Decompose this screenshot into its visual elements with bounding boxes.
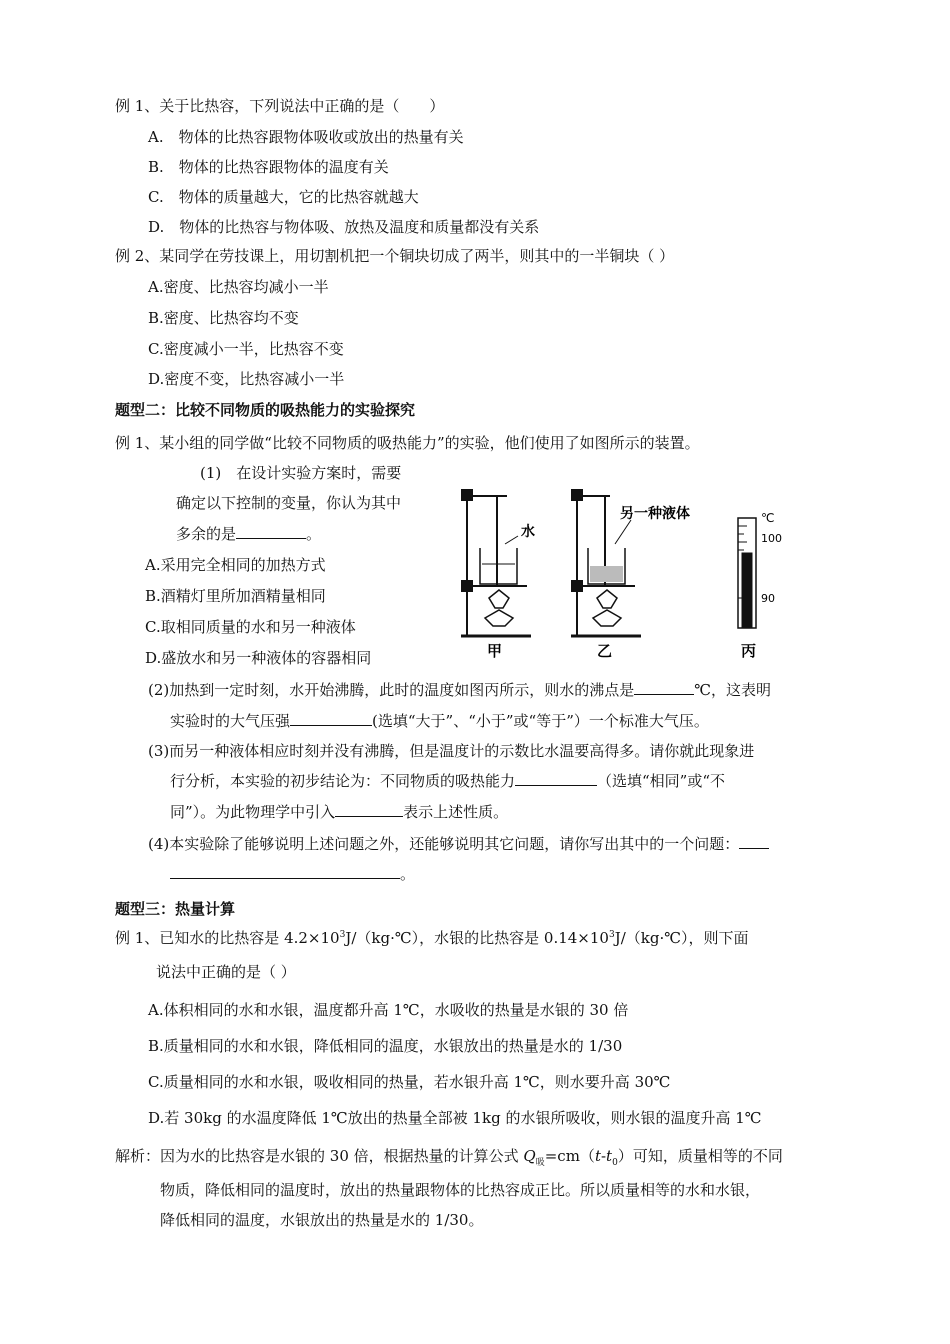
part-4-end: 。 xyxy=(400,865,416,883)
part-4-text: (4)本实验除了能够说明上述问题之外，还能够说明其它问题，请你写出其中的一个问题： xyxy=(148,835,740,853)
option-b: B.密度、比热容均不变 xyxy=(148,309,299,327)
option-b: B. 物体的比热容跟物体的温度有关 xyxy=(148,158,389,176)
question-text: J/（kg·℃），水银的比热容是 0.14×10 xyxy=(345,929,609,947)
option-d: D. 物体的比热容与物体吸、放热及温度和质量都没有关系 xyxy=(148,218,540,236)
tick-90: 90 xyxy=(761,592,775,605)
caption-jia: 甲 xyxy=(487,642,503,660)
analysis-text: ）可知，质量相等的不同 xyxy=(617,1147,783,1165)
part-3-text: （选填“相同”或“不 xyxy=(597,772,726,790)
calc-question-cont: 说法中正确的是（ ） xyxy=(156,963,296,981)
part-2-line-1 xyxy=(148,680,771,700)
part-4-line-1 xyxy=(148,834,769,854)
option-c: C.密度减小一半，比热容不变 xyxy=(148,340,344,358)
answer-blank[interactable] xyxy=(515,771,597,786)
analysis-line-3: 降低相同的温度，水银放出的热量是水的 1/30。 xyxy=(160,1211,484,1229)
analysis-line-2: 物质，降低相同的温度时，放出的热量跟物体的比热容成正比。所以质量相等的水和水银， xyxy=(160,1181,761,1199)
section-heading: 题型三：热量计算 xyxy=(115,900,236,918)
part-2-text: 实验时的大气压强 xyxy=(170,712,291,730)
formula-eq: =cm（ xyxy=(544,1147,595,1165)
option-a: A. 物体的比热容跟物体吸收或放出的热量有关 xyxy=(148,128,464,146)
part-1-line-1: (1) 在设计实验方案时，需要 xyxy=(200,464,402,482)
formula-q: Q xyxy=(523,1147,536,1165)
question-text: 例 1、已知水的比热容是 4.2×10 xyxy=(115,929,340,947)
option-d: D.若 30kg 的水温度降低 1℃放出的热量全部被 1kg 的水银所吸收，则水银的温度升高 1℃ xyxy=(148,1109,762,1127)
exponent: 3 xyxy=(339,930,346,940)
option-c: C.质量相同的水和水银，吸收相同的热量，若水银升高 1℃，则水要升高 30℃ xyxy=(148,1073,671,1091)
option-c: C. 物体的质量越大，它的比热容就越大 xyxy=(148,188,419,206)
tick-100: 100 xyxy=(761,532,782,545)
exponent: 3 xyxy=(608,930,615,940)
apparatus-jia xyxy=(461,490,531,636)
other-liquid-label: 另一种液体 xyxy=(620,506,690,522)
caption-bing: 丙 xyxy=(741,642,757,660)
part-3-text: 表示上述性质。 xyxy=(403,803,509,821)
part-1-end: 。 xyxy=(306,525,322,543)
part-3-text: 行分析，本实验的初步结论为：不同物质的吸热能力 xyxy=(170,772,516,790)
formula-sub0: 0 xyxy=(612,1158,618,1168)
answer-blank[interactable] xyxy=(290,711,372,726)
part-2-text: ℃，这表明 xyxy=(694,681,772,699)
formula-minus: - xyxy=(600,1147,607,1165)
question-text: J/（kg·℃），则下面 xyxy=(614,929,749,947)
part-2-text: (选填“大于”、“小于”或“等于”）一个标准大气压。 xyxy=(372,712,709,730)
part-2-line-2 xyxy=(170,711,709,731)
answer-blank[interactable] xyxy=(236,524,306,539)
thermometer xyxy=(738,518,756,628)
option-d: D.盛放水和另一种液体的容器相同 xyxy=(145,649,372,667)
answer-blank[interactable] xyxy=(739,834,769,849)
section-heading: 题型二：比较不同物质的吸热能力的实验探究 xyxy=(115,401,416,419)
part-1-text: 多余的是 xyxy=(176,525,237,543)
unit-label: ℃ xyxy=(761,511,775,525)
answer-blank[interactable] xyxy=(335,802,403,817)
part-3-text: 同”）。为此物理学中引入 xyxy=(170,803,336,821)
part-2-text: (2)加热到一定时刻，水开始沸腾，此时的温度如图丙所示，则水的沸点是 xyxy=(148,681,635,699)
analysis-line-1 xyxy=(115,1146,783,1166)
option-d: D.密度不变，比热容减小一半 xyxy=(148,370,345,388)
caption-yi: 乙 xyxy=(597,642,613,660)
question-1: 例 1、关于比热容，下列说法中正确的是（ ） xyxy=(115,97,445,115)
formula-t: t xyxy=(594,1147,601,1165)
option-a: A.密度、比热容均减小一半 xyxy=(148,278,329,296)
formula-t0: t xyxy=(606,1147,613,1165)
part-1-line-3 xyxy=(176,524,321,544)
answer-blank[interactable] xyxy=(170,864,400,879)
experiment-figure xyxy=(455,478,800,660)
option-a: A.体积相同的水和水银，温度都升高 1℃，水吸收的热量是水银的 30 倍 xyxy=(148,1001,629,1019)
option-a: A.采用完全相同的加热方式 xyxy=(145,556,326,574)
part-3-line-3 xyxy=(170,802,508,822)
part-3-line-2 xyxy=(170,771,725,791)
option-b: B.质量相同的水和水银，降低相同的温度，水银放出的热量是水的 1/30 xyxy=(148,1037,623,1055)
calc-question xyxy=(115,928,749,948)
question-2: 例 2、某同学在劳技课上，用切割机把一个铜块切成了两半，则其中的一半铜块（ ） xyxy=(115,247,675,265)
part-3-line-1: (3)而另一种液体相应时刻并没有沸腾，但是温度计的示数比水温要高得多。请你就此现象进 xyxy=(148,742,755,760)
part-1-line-2: 确定以下控制的变量，你认为其中 xyxy=(176,494,402,512)
option-c: C.取相同质量的水和另一种液体 xyxy=(145,618,356,636)
analysis-text: 解析：因为水的比热容是水银的 30 倍，根据热量的计算公式 xyxy=(115,1147,524,1165)
experiment-intro: 例 1、某小组的同学做“比较不同物质的吸热能力”的实验，他们使用了如图所示的装置。 xyxy=(115,434,700,452)
formula-sub: 吸 xyxy=(535,1158,545,1168)
water-label: 水 xyxy=(521,524,535,540)
part-4-line-2 xyxy=(170,864,415,884)
option-b: B.酒精灯里所加酒精量相同 xyxy=(145,587,326,605)
answer-blank[interactable] xyxy=(634,680,694,695)
